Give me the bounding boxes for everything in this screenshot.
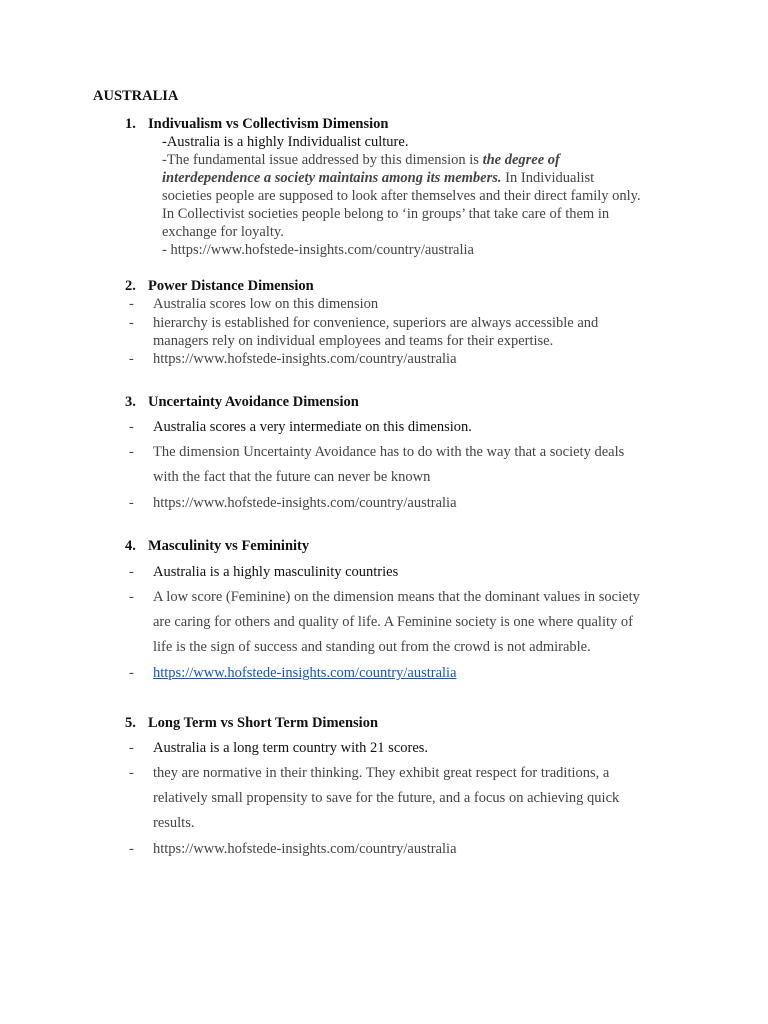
body-line: exchange for loyalty. <box>162 224 284 240</box>
document-title: AUSTRALIA <box>93 88 179 104</box>
source-line: - https://www.hofstede-insights.com/country/australia <box>162 242 474 258</box>
emphasis-text: interdependence a society maintains among its members. <box>162 170 502 186</box>
bullet-dash: - <box>129 315 134 331</box>
source-line: https://www.hofstede-insights.com/country/australia <box>153 841 457 857</box>
bullet-text: results. <box>153 815 195 831</box>
body-line: -Australia is a highly Individualist culture. <box>162 134 409 150</box>
bullet-text: managers rely on individual employees and teams for their expertise. <box>153 333 554 349</box>
bullet-text: Australia is a highly masculinity countries <box>153 564 399 580</box>
body-line: In Collectivist societies people belong to ‘in groups’ that take care of them in <box>162 206 610 222</box>
body-line: interdependence a society maintains among its members. In Individualist <box>162 170 595 186</box>
bullet-text: The dimension Uncertainty Avoidance has to do with the way that a society deals <box>153 444 625 460</box>
bullet-dash: - <box>129 765 134 781</box>
body-line: societies people are supposed to look after themselves and their direct family only. <box>162 188 641 204</box>
section-heading: Long Term vs Short Term Dimension <box>148 715 379 731</box>
bullet-dash: - <box>129 296 134 312</box>
bullet-dash: - <box>129 589 134 605</box>
bullet-text: Australia scores low on this dimension <box>153 296 379 312</box>
bullet-dash: - <box>129 564 134 580</box>
bullet-dash: - <box>129 351 134 367</box>
body-line: -The fundamental issue addressed by this dimension is the degree of <box>162 152 560 168</box>
bullet-dash: - <box>129 495 134 511</box>
section-number: 3. <box>125 394 136 410</box>
bullet-text: Australia scores a very intermediate on this dimension. <box>153 419 472 435</box>
bullet-dash: - <box>129 665 134 681</box>
bullet-text: are caring for others and quality of life. A Feminine society is one where quality of <box>153 614 633 630</box>
emphasis-text: the degree of <box>482 152 560 168</box>
source-line: https://www.hofstede-insights.com/country/australia <box>153 495 457 511</box>
bullet-dash: - <box>129 740 134 756</box>
bullet-text: with the fact that the future can never be known <box>153 469 431 485</box>
section-heading: Uncertainty Avoidance Dimension <box>148 394 359 410</box>
bullet-text: life is the sign of success and standing out from the crowd is not admirable. <box>153 639 591 655</box>
section-heading: Indivualism vs Collectivism Dimension <box>148 116 389 132</box>
source-line: https://www.hofstede-insights.com/country/australia <box>153 351 457 367</box>
bullet-text: hierarchy is established for convenience, superiors are always accessible and <box>153 315 599 331</box>
bullet-dash: - <box>129 419 134 435</box>
bullet-text: A low score (Feminine) on the dimension means that the dominant values in society <box>153 589 640 605</box>
bullet-text: relatively small propensity to save for the future, and a focus on achieving quick <box>153 790 620 806</box>
section-heading: Power Distance Dimension <box>148 278 314 294</box>
bullet-dash: - <box>129 444 134 460</box>
bullet-text: they are normative in their thinking. They exhibit great respect for traditions, a <box>153 765 610 781</box>
section-number: 5. <box>125 715 136 731</box>
bullet-dash: - <box>129 841 134 857</box>
section-number: 1. <box>125 116 136 132</box>
source-link[interactable]: https://www.hofstede-insights.com/country/australia <box>153 665 457 681</box>
section-number: 4. <box>125 538 136 554</box>
bullet-text: Australia is a long term country with 21 scores. <box>153 740 429 756</box>
section-number: 2. <box>125 278 136 294</box>
section-heading: Masculinity vs Femininity <box>148 538 310 554</box>
